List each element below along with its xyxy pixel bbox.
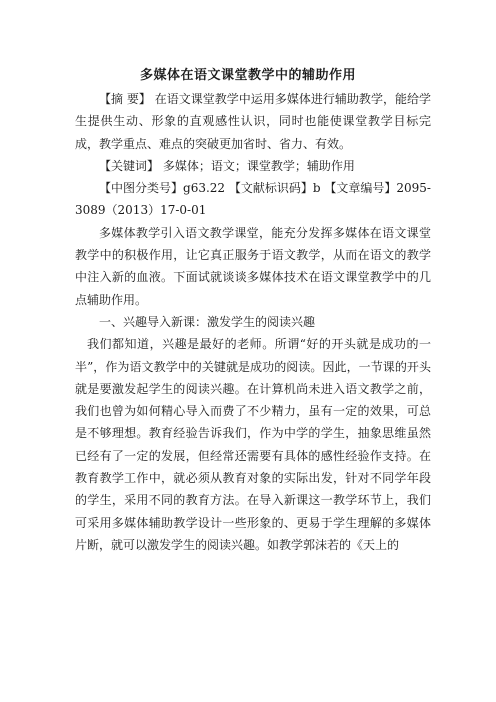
section1-paragraph: 我们都知道，兴趣是最好的老师。所谓“好的开头就是成功的一半”，作为语文教学中的关键就是成功的阅读。因此，一节课的开头就是要激发起学生的阅读兴趣。在计算机尚未进入语文教学之前，我们也曾为如何精心导入而费了不少精力，虽有一定的效果，可总是不够理想。教育经验告诉我们，作为中学的学生，抽象思维虽然已经有了一定的发展，但经常还需要有具体的感性经验作支持。在教育教学工作中，就必须从教育对象的实际出发，针对不同学年段的学生，采用不同的教育方法。在导入新课这一教学环节上，我们可采用多媒体辅助教学设计一些形象的、更易于学生理解的多媒体片断，就可以激发学生的阅读兴趣。如教学郭沫若的《天上的 — [75, 337, 431, 552]
section1-heading: 一、兴趣导入新课：激发学生的阅读兴趣 — [99, 314, 316, 329]
intro-paragraph: 多媒体教学引入语文教学课堂，能充分发挥多媒体在语文课堂教学中的积极作用，让它真正服务于语文教学，从而在语文的教学中注入新的血液。下面试就谈谈多媒体技术在语文课堂教学中的几点辅助作用。 — [75, 225, 431, 307]
abstract-paragraph: 【摘 要】 在语文课堂教学中运用多媒体进行辅助教学，能给学生提供生动、形象的直观感性认识，同时也能使课堂教学目标完成，教学重点、难点的突破更加省时、省力、有效。 — [75, 92, 431, 151]
classification-paragraph: 【中图分类号】g63.22 【文献标识码】b 【文章编号】2095-3089（2013）17-0-01 — [75, 181, 431, 218]
document-title: 多媒体在语文课堂教学中的辅助作用 — [139, 68, 356, 83]
document-body — [75, 88, 431, 556]
keywords-paragraph: 【关键词】 多媒体；语文；课堂教学；辅助作用 — [99, 158, 355, 173]
